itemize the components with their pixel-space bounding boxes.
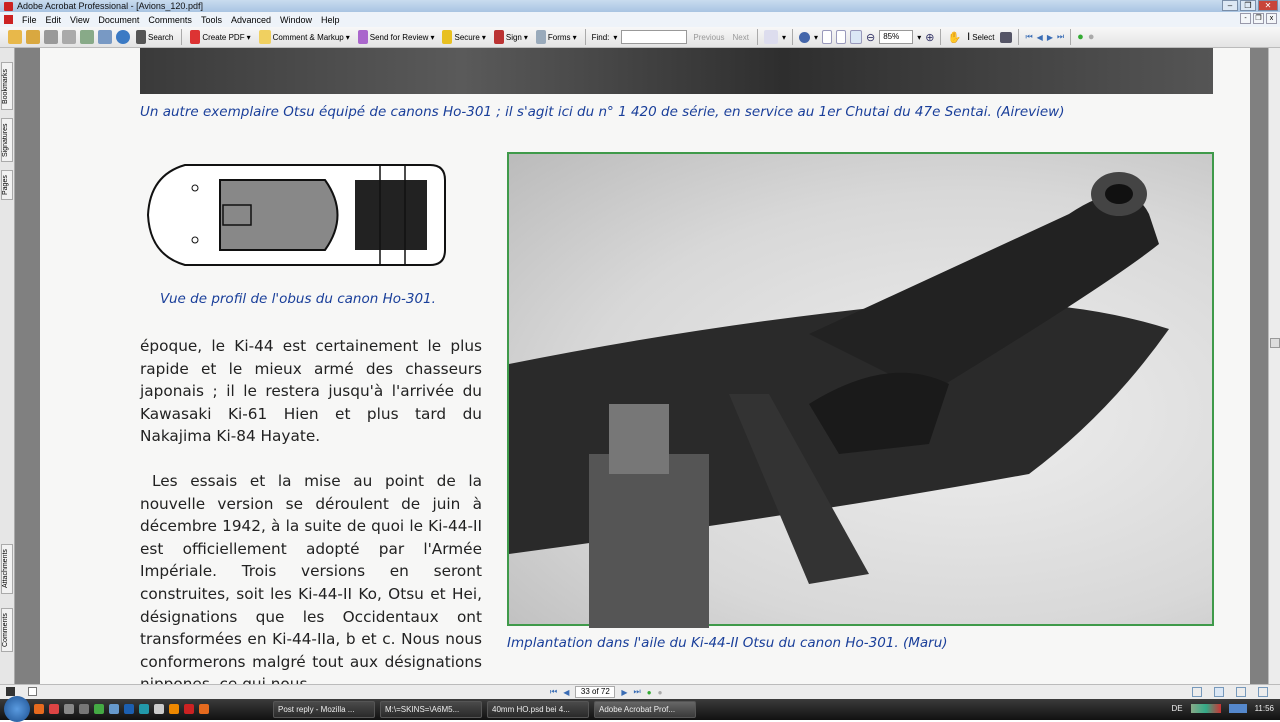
last-page-icon[interactable]: ⏭ [1056, 32, 1065, 41]
caption-shell: Vue de profil de l'obus du canon Ho-301. [160, 291, 436, 307]
acrobat-icon [4, 2, 13, 11]
vlc-icon[interactable] [169, 704, 179, 714]
title-bar [0, 0, 1280, 12]
task-firefox[interactable]: Post reply - Mozilla ... [273, 701, 375, 718]
menu-comments[interactable]: Comments [148, 14, 192, 25]
zoom-in-icon[interactable]: ⊕ [925, 31, 935, 44]
fit-width-icon[interactable] [850, 30, 862, 44]
scrollbar-thumb[interactable] [1270, 338, 1280, 348]
search-button[interactable]: Search [134, 30, 175, 44]
start-button[interactable] [4, 696, 30, 722]
attach-icon[interactable] [98, 30, 112, 44]
page-thumbnail-icon[interactable] [28, 687, 37, 696]
app-icon[interactable] [64, 704, 74, 714]
tab-attachments[interactable]: Attachments [1, 544, 13, 594]
email-icon[interactable] [80, 30, 94, 44]
web-icon[interactable] [116, 30, 130, 44]
minimize-button[interactable]: – [1222, 0, 1238, 11]
app-icon[interactable] [79, 704, 89, 714]
actual-size-icon[interactable] [822, 30, 832, 44]
go-forward-icon[interactable]: ● [1087, 31, 1095, 43]
cannon-photo [507, 152, 1214, 626]
next-button[interactable]: Next [732, 32, 749, 42]
task-explorer[interactable]: M:\=SKINS=\A6M5... [380, 701, 482, 718]
paragraph: époque, le Ki-44 est certainement le plus rapide et le mieux armé des chasseurs japonais ; il le restera jusqu'à l'arrivée du Kawasaki Ki-61 Hien et plus tard du Nakajima Ki-84 Hayate. [140, 337, 482, 446]
firefox-icon[interactable] [199, 704, 209, 714]
lock-icon [442, 30, 452, 44]
prev-page-button[interactable]: ◀ [563, 687, 570, 697]
zoom-in-tool-icon[interactable] [799, 32, 810, 43]
tray-icons[interactable] [1191, 704, 1221, 713]
clock[interactable]: 11:56 [1254, 704, 1274, 713]
prev-page-icon[interactable]: ◀ [1036, 32, 1043, 42]
create-pdf-icon [190, 30, 200, 44]
document-view [15, 48, 1268, 684]
continuous-icon[interactable] [1214, 687, 1224, 697]
app-icon[interactable] [49, 704, 59, 714]
create-pdf-button[interactable]: Create PDF ▾ [188, 30, 252, 44]
doc-close-button[interactable]: x [1266, 13, 1277, 24]
caption-photo: Implantation dans l'aile du Ki-44-II Otsu du canon Ho-301. (Maru) [507, 635, 948, 651]
first-page-button[interactable]: ⏮ [550, 687, 558, 696]
find-label[interactable]: Find: [591, 32, 610, 42]
article-text [140, 335, 482, 718]
forms-button[interactable]: Forms ▾ [534, 30, 579, 44]
single-page-icon[interactable] [1192, 687, 1202, 697]
panel-toggle-icon[interactable] [6, 687, 15, 696]
document-icon [4, 15, 13, 24]
status-bar [0, 684, 1280, 699]
paragraph: Les essais et la mise au point de la nouvelle version se déroulent de juin à décembre 1942, à la suite de quoi le Ki-44-II est officiellement adopté par l'Armée Impériale. Trois versions en seront construites, soit les Ki-44-II Ko, Otsu et Hei, désignations que les Occidentaux ont transformées en Ki-44-IIa, b et c. Nous nous conformerons malgré tout aux désignations [140, 471, 482, 671]
zoom-level-input[interactable]: 85% [879, 30, 913, 44]
taskbar [0, 699, 1280, 720]
comment-icon [259, 30, 271, 44]
menu-file[interactable]: File [22, 14, 37, 25]
doc-minimize-button[interactable]: - [1240, 13, 1251, 24]
binoculars-icon [136, 30, 146, 44]
tab-bookmarks[interactable]: Bookmarks [1, 62, 13, 110]
system-tray [1171, 704, 1274, 713]
photoshop-icon[interactable] [124, 704, 134, 714]
go-back-icon[interactable]: ● [1077, 31, 1084, 43]
send-review-button[interactable]: Send for Review ▾ [356, 30, 437, 44]
review-icon [358, 30, 368, 44]
app-icon[interactable] [109, 704, 119, 714]
menu-edit[interactable]: Edit [45, 14, 62, 25]
firefox-icon[interactable] [34, 704, 44, 714]
snapshot-icon[interactable] [1000, 32, 1012, 43]
navigation-panel [0, 48, 15, 684]
open-icon[interactable] [8, 30, 22, 44]
close-button[interactable]: ✕ [1258, 0, 1278, 11]
task-photoshop[interactable]: 40mm HO.psd bei 4... [487, 701, 589, 718]
hand-tool-icon[interactable]: ✋ [947, 31, 962, 44]
forward-button[interactable]: ● [657, 687, 663, 697]
menu-advanced[interactable]: Advanced [230, 14, 271, 25]
next-page-button[interactable]: ▶ [621, 687, 628, 697]
print-icon[interactable] [62, 30, 76, 44]
app-icon[interactable] [154, 704, 164, 714]
comment-markup-button[interactable]: Comment & Markup ▾ [257, 30, 352, 44]
app-icon[interactable] [94, 704, 104, 714]
language-indicator[interactable]: DE [1171, 704, 1183, 713]
text-cursor-icon: I [967, 31, 971, 43]
doc-restore-button[interactable]: ❐ [1253, 13, 1264, 24]
menu-tools[interactable]: Tools [200, 14, 222, 25]
first-page-icon[interactable]: ⏮ [1025, 32, 1033, 41]
forms-icon [536, 30, 546, 44]
pdf-page [40, 48, 1250, 684]
page-tools-icon[interactable] [764, 30, 778, 44]
aircraft-photo-top [140, 48, 1213, 94]
sign-button[interactable]: Sign ▾ [492, 30, 530, 44]
app-icon[interactable] [139, 704, 149, 714]
previous-button[interactable]: Previous [693, 32, 725, 42]
zoom-out-icon[interactable]: ⊖ [866, 31, 876, 44]
menu-window[interactable]: Window [279, 14, 312, 25]
continuous-facing-icon[interactable] [1236, 687, 1246, 697]
quick-launch [34, 704, 209, 714]
pen-icon [494, 30, 504, 44]
last-page-button[interactable]: ⏭ [633, 687, 641, 696]
facing-icon[interactable] [1258, 687, 1268, 697]
restore-button[interactable]: ❐ [1240, 0, 1256, 11]
menu-help[interactable]: Help [321, 14, 340, 25]
menu-bar [0, 12, 1280, 27]
tab-comments[interactable]: Comments [1, 608, 13, 652]
select-tool-button[interactable]: I Select [967, 31, 995, 43]
page-number-input[interactable]: 33 of 72 [575, 686, 615, 698]
fit-page-icon[interactable] [836, 30, 846, 44]
organizer-icon[interactable] [26, 30, 40, 44]
task-acrobat[interactable]: Adobe Acrobat Prof... [594, 701, 696, 718]
toolbar: Search Create PDF ▾ Comment & Markup ▾ Send for Review ▾ Secure ▾ Sign ▾ Forms ▾ Find: ▾ Previous Next ▾ ▾ ⊖ 85% ▾ ⊕ ✋ I Select ⏮ ◀ ▶ ⏭ ● ● [0, 27, 1280, 48]
app-icon[interactable] [184, 704, 194, 714]
menu-document[interactable]: Document [98, 14, 140, 25]
window-title: Adobe Acrobat Professional - [Avions_120.pdf] [17, 1, 203, 11]
caption-top: Un autre exemplaire Otsu équipé de canons Ho-301 ; il s'agit ici du n° 1 420 de série, en service au 1er Chutai du 47e Sentai. (Aireview) [140, 104, 1065, 120]
vertical-scrollbar[interactable] [1268, 48, 1280, 684]
network-volume-icon[interactable] [1229, 704, 1247, 713]
next-page-icon[interactable]: ▶ [1046, 32, 1053, 42]
save-icon[interactable] [44, 30, 58, 44]
find-input[interactable] [621, 30, 687, 44]
tab-signatures[interactable]: Signatures [1, 118, 13, 162]
tab-pages[interactable]: Pages [1, 170, 13, 200]
shell-profile-drawing [145, 160, 445, 270]
menu-view[interactable]: View [70, 14, 90, 25]
back-button[interactable]: ● [646, 687, 652, 697]
secure-button[interactable]: Secure ▾ [440, 30, 487, 44]
